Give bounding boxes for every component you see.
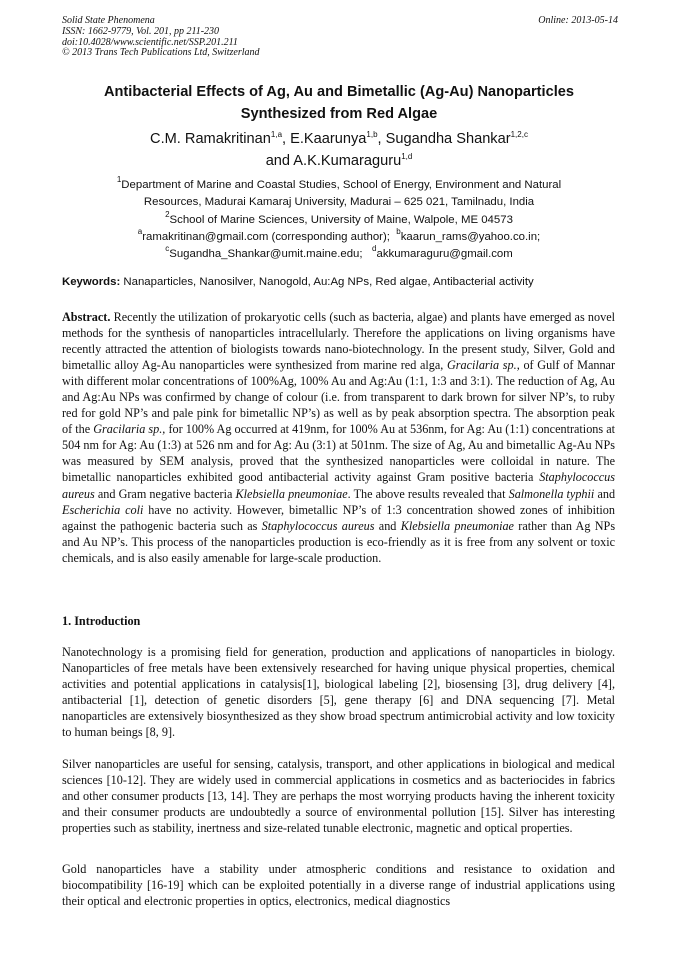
title-line-1: Antibacterial Effects of Ag, Au and Bimetallic (Ag-Au) Nanoparticles [103, 84, 575, 100]
affiliation-sup: 2 [165, 209, 170, 219]
section-heading-introduction: 1. Introduction [62, 614, 141, 628]
abstract: Abstract. Recently the utilization of prokaryotic cells (such as bacteria, algae) and plants have emerged as novel methods for the synthesis of nanoparticles intracellularly. Therefore the applications on living organisms have recently attracted the attention of biologists towards nano-biotechnology. In the present study, Silver, Gold and bimetallic alloy Ag-Au nanoparticles were synthesized from marine red alga, Gracilaria sp., of Gulf of Mannar with different molar concentrations of 100%Ag, 100% Au and Ag:Au (1:1, 1:3 and 3:1). The reduction of Ag, Au and Ag:Au NPs was confirmed by change of colour (i.e. from transparent to dark brown for silver NP’s, to ruby red for gold NP’s and pale pink for bimetallic NP’s) as well as by peak absorption spectra. The absorption peak of the Gracilaria sp., for 100% Ag occurred at 419nm, for 100% Au at 536nm, for Ag: Au (1:1) concentrations at 504 nm for Ag: Au (1:3) at 526 nm and for Ag: Au (3:1) at 501nm. The size of Ag, Au and bimetallic Ag-Au NPs was measured by SEM analysis, proved that the synthesized nanoparticles were colloidal in nature. The bimetallic nanoparticles exhibited good antibacterial activity against Gram positive bacteria Staphylococcus aureus and Gram negative bacteria Klebsiella pneumoniae. The above results revealed that Salmonella typhii and Escherichia coli have no activity. However, bimetallic NP’s of 1:3 concentration showed zones of inhibition against the pathogenic bacteria such as Staphylococcus aureus and Klebsiella pneumoniae rather than Ag NPs and Au NP’s. This process of the nanoparticles production is eco-friendly as it is free from any solvent or toxic chemicals, and is also easily amenable for large-scale production. [62, 310, 616, 565]
issn-line: ISSN: 1662-9779, Vol. 201, pp 211-230 [62, 25, 220, 37]
copyright-line: © 2013 Trans Tech Publications Ltd, Switzerland [62, 47, 260, 59]
author-affil-sup: 1,b [366, 130, 378, 139]
affiliation-1-line-1: $^1$Department of Marine and Coastal Studies, School of Energy, Environment and Natural [116, 175, 562, 191]
paper-title [40, 81, 638, 125]
affiliations [40, 177, 638, 263]
author-affil-sup: 1,a [270, 130, 283, 139]
author-name: C.M. Ramakritinan [150, 131, 271, 147]
author-affil-sup: 1,d [401, 152, 413, 161]
email-line-2: $^c$Sugandha_Shankar@umit.maine.edu; $^d$akkumaraguru@gmail.com [165, 244, 513, 261]
intro-paragraph-3: Gold nanoparticles have a stability under atmospheric conditions and resistance to oxidation and biocompatibility [16-19] which can be exploited potentially in a diverse range of industrial applications using their optical and electronic properties in optics, electronics, medical diagnostics [62, 862, 615, 908]
doi-line: doi:10.4028/www.scientific.net/SSP.201.211 [62, 36, 238, 48]
author-list [40, 128, 638, 172]
intro-paragraph-1: Nanotechnology is a promising field for generation, production and applications of nanoparticles in biology. Nanoparticles of free metals have been extensively researched for having unique physical properties, chemical activities and potential applications in catalysis[1], biological labeling [2], biosensing [3], drug delivery [4], antibacterial [1], detection of genetic disorders [5], gene therapy [6] and DNA sequencing [7]. Metal nanoparticles are extensively biosynthesized as they show broad spectrum antimicrobial activity and low toxicity to human beings [8, 9]. [62, 645, 615, 739]
author-name: A.K.Kumaraguru [293, 153, 402, 169]
author-affil-sup: 1,2,c [510, 130, 528, 139]
abstract-label: Abstract. [62, 310, 111, 324]
affiliation-1-line-2: Resources, Madurai Kamaraj University, Madurai – 625 021, Tamilnadu, India [143, 196, 535, 209]
journal-name: Solid State Phenomena [62, 15, 155, 26]
email-b[interactable]: kaarun_rams@yahoo.co.in; [400, 230, 541, 243]
online-date: Online: 2013-05-14 [538, 15, 618, 26]
email-line-1: $^a$ramakritinan@gmail.com (corresponding author); $^b$kaarun_rams@yahoo.co.in; [137, 226, 541, 243]
journal-header [62, 16, 618, 59]
authors-line-2 [40, 150, 638, 172]
keywords [62, 274, 618, 290]
keywords-text: Nanaparticles, Nanosilver, Nanogold, Au:Ag NPs, Red algae, Antibacterial activity [123, 276, 534, 288]
affiliation-2: $^2$School of Marine Sciences, University of Maine, Walpole, ME 04573 [165, 209, 513, 226]
intro-paragraph-2: Silver nanoparticles are useful for sensing, catalysis, transport, and other applications in biological and medical sciences [10-12]. They are widely used in commercial applications in cosmetics and as bacteriocides in fabrics and other consumer products [13, 14]. They are perhaps the most worrying products having the inherent toxicity and their consumer products are undoubtedly a source of environmental pollution [15]. Silver has interesting properties such as stability, inertness and size-related tunable electronic, magnetic and optical properties. [62, 757, 615, 835]
email-a[interactable]: ramakritinan@gmail.com (corresponding author); [142, 230, 390, 243]
author-conjunction: and [265, 153, 294, 169]
title-line-2: Synthesized from Red Algae [240, 106, 438, 122]
author-name: Sugandha Shankar [385, 131, 511, 147]
authors-line-1: C.M. Ramakritinan$^{1,a}$, E.Kaarunya$^{1,b}$, Sugandha Shankar$^{1,2,c}$ [150, 130, 528, 147]
affiliation-sup: 1 [116, 175, 122, 184]
author-name: E.Kaarunya [290, 131, 367, 147]
keywords-label: Keywords: [62, 276, 121, 288]
email-d[interactable]: akkumaraguru@gmail.com [376, 248, 513, 261]
email-c[interactable]: Sugandha_Shankar@umit.maine.edu; [169, 248, 363, 261]
